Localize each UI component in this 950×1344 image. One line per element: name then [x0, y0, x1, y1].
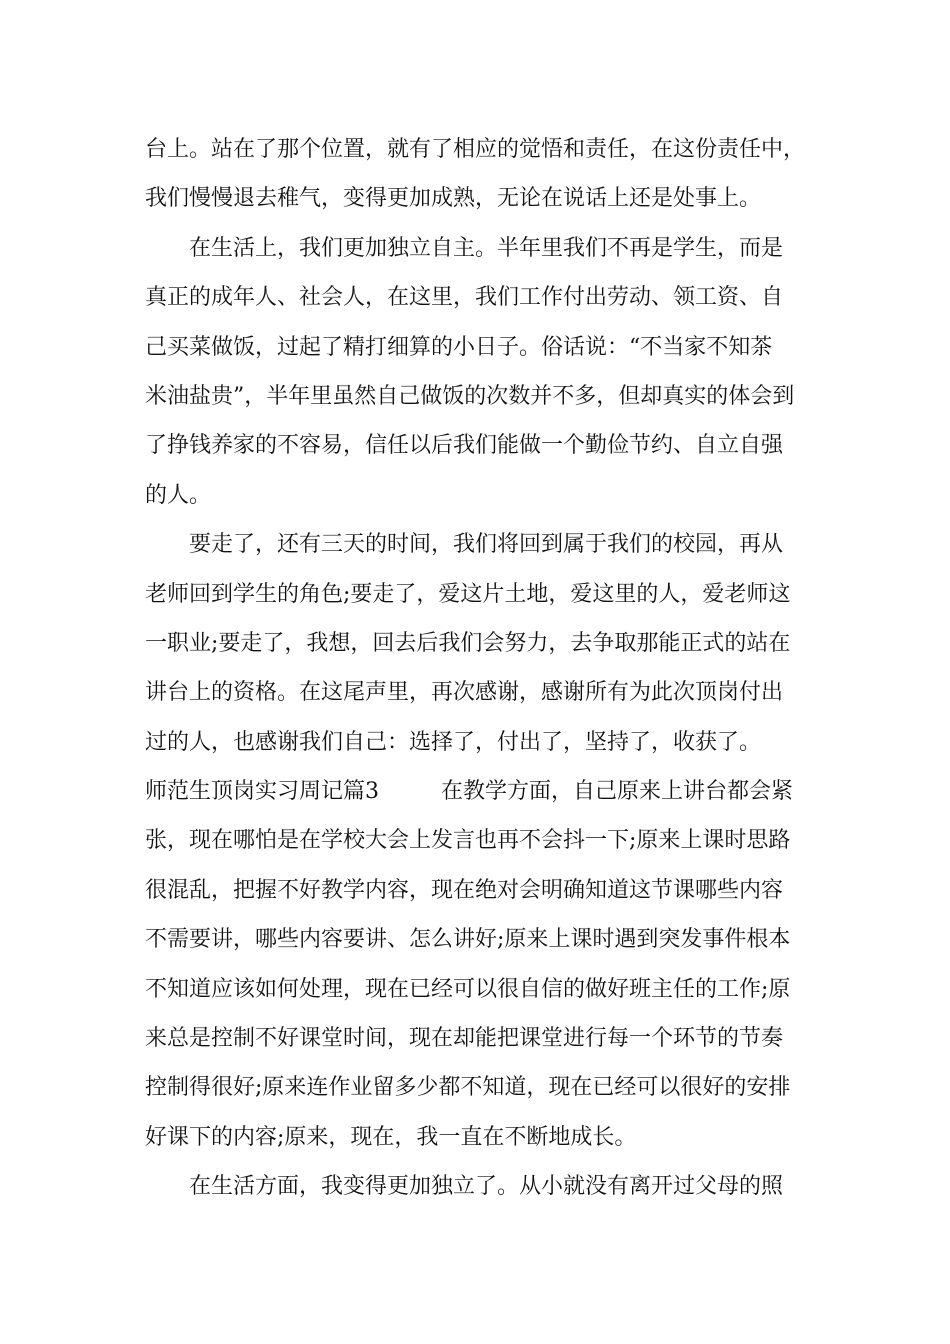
text-line: 台上。站在了那个位置，就有了相应的觉悟和责任，在这份责任中， [145, 137, 806, 162]
text-line: 了挣钱养家的不容易，信任以后我们能做一个勤俭节约、自立自强 [145, 433, 784, 459]
text-line: 米油盐贵”，半年里虽然自己做饭的次数并不多，但却真实的体会到 [145, 383, 795, 409]
text-line: 老师回到学生的角色;要走了，爱这片土地，爱这里的人，爱老师这 [145, 581, 791, 607]
text-line: 不需要讲，哪些内容要讲、怎么讲好;原来上课时遇到突发事件根本 [145, 927, 791, 953]
text-line: 我们慢慢退去稚气，变得更加成熟，无论在说话上还是处事上。 [145, 186, 762, 212]
text-line: 在生活方面，我变得更加独立了。从小就没有离开过父母的照 [189, 1174, 784, 1200]
text-line: 好课下的内容;原来，现在，我一直在不断地成长。 [145, 1124, 637, 1150]
text-line: 很混乱，把握不好教学内容，现在绝对会明确知道这节课哪些内容 [145, 877, 784, 903]
section-heading: 师范生顶岗实习周记篇3 [145, 779, 379, 805]
text-line: 一职业;要走了，我想，回去后我们会努力，去争取那能正式的站在 [145, 630, 791, 656]
text-line: 不知道应该如何处理，现在已经可以很自信的做好班主任的工作;原 [145, 976, 791, 1002]
text-line: 来总是控制不好课堂时间，现在却能把课堂进行每一个环节的节奏 [145, 1026, 784, 1052]
text-line: 要走了，还有三天的时间，我们将回到属于我们的校园，再从 [189, 532, 784, 558]
text-line: 己买菜做饭，过起了精打细算的小日子。俗话说：“不当家不知茶 [145, 334, 773, 360]
text-line: 张，现在哪怕是在学校大会上发言也再不会抖一下;原来上课时思路 [145, 828, 791, 854]
text-line: 讲台上的资格。在这尾声里，再次感谢，感谢所有为此次顶岗付出 [145, 680, 784, 706]
text-line: 在教学方面，自己原来上讲台都会紧 [441, 779, 794, 805]
text-line-with-heading [145, 767, 815, 816]
text-line: 真正的成年人、社会人，在这里，我们工作付出劳动、领工资、自 [145, 285, 784, 311]
body-text [145, 125, 815, 1212]
text-line: 的人。 [145, 482, 212, 508]
text-line: 在生活上，我们更加独立自主。半年里我们不再是学生，而是 [189, 235, 784, 261]
text-line: 控制得很好;原来连作业留多少都不知道，现在已经可以很好的安排 [145, 1075, 791, 1101]
text-line: 过的人，也感谢我们自己：选择了，付出了，坚持了，收获了。 [145, 729, 762, 755]
